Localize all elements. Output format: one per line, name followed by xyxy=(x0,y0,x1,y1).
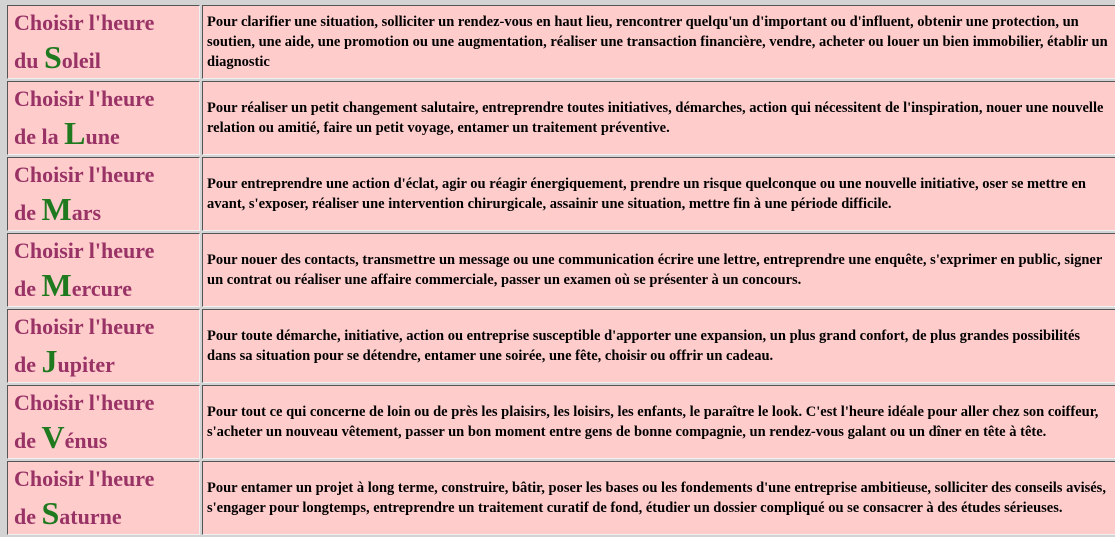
planet-title-cell xyxy=(7,385,200,459)
title-line-1: Choisir l'heure xyxy=(14,238,155,263)
title-line-1: Choisir l'heure xyxy=(14,390,155,415)
planet-initial: M xyxy=(41,267,72,303)
title-prefix: de xyxy=(14,504,42,529)
planet-initial: S xyxy=(43,39,62,75)
planet-title-cell xyxy=(7,461,200,535)
planet-title-cell xyxy=(7,233,200,307)
title-line-1: Choisir l'heure xyxy=(14,10,155,35)
table-body xyxy=(7,5,1115,535)
table-row xyxy=(7,461,1115,535)
planet-name-rest: oleil xyxy=(61,48,101,73)
table-row xyxy=(7,309,1115,383)
title-line-1: Choisir l'heure xyxy=(14,314,155,339)
planet-initial: J xyxy=(41,343,58,379)
title-line-1: Choisir l'heure xyxy=(14,86,155,111)
description-cell: Pour entamer un projet à long terme, construire, bâtir, poser les bases ou les fondements d'une entreprise ambitieuse, solliciter des conseils avisés, s'engager pour longtemps, entreprendre un traitement curatif de fond, étudier un dossier compliqué ou se consacrer à des études sérieuses. xyxy=(202,461,1115,535)
planet-title-cell xyxy=(7,309,200,383)
table-row xyxy=(7,233,1115,307)
planet-initial: V xyxy=(41,419,65,455)
planet-initial: L xyxy=(64,115,86,151)
planet-name-rest: upiter xyxy=(57,352,115,377)
planet-name-rest: aturne xyxy=(59,504,122,529)
title-prefix: de la xyxy=(14,124,65,149)
title-prefix: de xyxy=(14,428,42,453)
title-prefix: de xyxy=(14,200,42,225)
description-cell: Pour clarifier une situation, solliciter un rendez-vous en haut lieu, rencontrer quelqu'un d'important ou d'influent, obtenir une protection, un soutien, une aide, une promotion ou une augmentation, réaliser une transaction financière, vendre, acheter ou louer un bien immobilier, établir un diagnostic xyxy=(202,5,1115,79)
title-prefix: de xyxy=(14,276,42,301)
title-line-1: Choisir l'heure xyxy=(14,466,155,491)
planet-name-rest: une xyxy=(85,124,120,149)
planet-name-rest: énus xyxy=(64,428,108,453)
title-prefix: du xyxy=(14,48,44,73)
planet-name-rest: ars xyxy=(71,200,102,225)
description-cell: Pour nouer des contacts, transmettre un message ou une communication écrire une lettre, entreprendre une enquête, s'exprimer en public, signer un contrat ou réaliser une affaire commerciale, passer un examen où se présenter à un concours. xyxy=(202,233,1115,307)
planet-name-rest: ercure xyxy=(71,276,132,301)
description-cell: Pour toute démarche, initiative, action ou entreprise susceptible d'apporter une expansion, un plus grand confort, de plus grandes possibilités dans sa situation pour se détendre, entamer une soirée, une fête, choisir ou offrir un cadeau. xyxy=(202,309,1115,383)
planetary-hours-table xyxy=(5,3,1115,537)
planet-initial: M xyxy=(41,191,72,227)
title-prefix: de xyxy=(14,352,42,377)
table-row xyxy=(7,157,1115,231)
table-row xyxy=(7,5,1115,79)
description-cell: Pour tout ce qui concerne de loin ou de près les plaisirs, les loisirs, les enfants, le paraître le look. C'est l'heure idéale pour aller chez son coiffeur, s'acheter un nouveau vêtement, passer un bon moment entre gens de bonne compagnie, un rendez-vous galant ou un dîner en tête à tête. xyxy=(202,385,1115,459)
planet-title-cell xyxy=(7,157,200,231)
table-row xyxy=(7,385,1115,459)
description-cell: Pour entreprendre une action d'éclat, agir ou réagir énergiquement, prendre un risque quelconque ou une nouvelle initiative, oser se mettre en avant, s'exposer, réaliser une intervention chirurgicale, assainir une situation, mettre fin à une période difficile. xyxy=(202,157,1115,231)
planet-initial: S xyxy=(41,495,60,531)
planet-title-cell xyxy=(7,81,200,155)
table-row xyxy=(7,81,1115,155)
planet-title-cell xyxy=(7,5,200,79)
description-cell: Pour réaliser un petit changement salutaire, entreprendre toutes initiatives, démarches, action qui nécessitent de l'inspiration, nouer une nouvelle relation ou amitié, faire un petit voyage, entamer un traitement préventive. xyxy=(202,81,1115,155)
title-line-1: Choisir l'heure xyxy=(14,162,155,187)
